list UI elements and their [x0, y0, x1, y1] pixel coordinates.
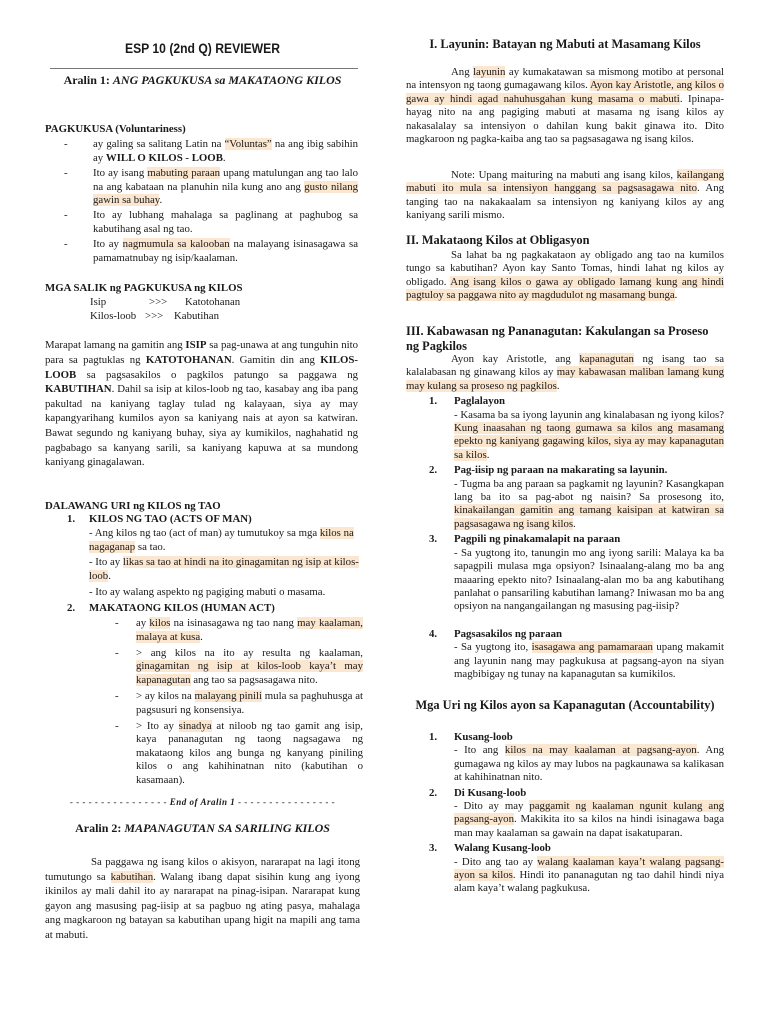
kabawasan-section	[406, 353, 724, 681]
kabawasan-heading: III. Kabawasan ng Pananagutan: Kakulangan sa Proseso ng Pagkilos	[406, 324, 709, 353]
aralin1-title: ANG PAGKUKUSA sa MAKATAONG KILOS	[112, 73, 342, 87]
makataong-kilos-item: - ay kilos na isinasagawa ng tao nang may kaalaman, malaya at kusa.	[115, 617, 364, 643]
pagkukusa-item: - Ito ay isang mabuting paraan upang matulungan ang tao lalo na ang kabataan na planuhin nila kung ano ang gusto nilang gawin sa buhay.	[64, 167, 359, 207]
title-underline	[50, 68, 358, 69]
pagkukusa-item: - ay galing sa salitang Latin na “Voluntas” na ang ibig sabihin ay WILL O KILOS - LOOB.	[64, 138, 358, 164]
layunin-paragraph-1: Ang layunin ay kumakatawan sa mismong motibo at personal na intensyon ng taong gumagawang kilos. Ayon kay Aristotle, ang kilos o gawa ay hindi agad nahuhusgahan kung masama o mabuti. Ipinapa-hayag nito na ang pagiging mabuti at masama ng isang kilos ay nakasalalay sa intensiyon o dahilan kung bakit ginawa ito. Dito magkaroon ng pagka-kaiba ang tao sa pagsasagawa ng isang kilos.	[406, 66, 724, 146]
step-heading: 3. Pagpili ng pinakamalapit na paraan	[429, 533, 621, 546]
end-aralin1-divider: - - - - - - - - - - - - - - - - End of Aralin 1 - - - - - - - - - - - - - - - -	[69, 797, 336, 807]
makataong-kilos-item: - > ay kilos na malayang pinili mula sa paghuhusga at pagsusuri ng konsensiya.	[115, 690, 364, 716]
uri-item-body: - Ito ang kilos na may kaalaman at pagsang-ayon. Ang gumagawa ng kilos ay may lubos na pagkaunawa sa kalikasan at kahihinatnan nito.	[454, 744, 724, 784]
uri-item-body: - Dito ay may paggamit ng kaalaman ngunit kulang ang pagsang-ayon. Makikita ito sa kilos na hindi isinagawa baga man may kaalaman sa gawain na dapat isakatuparan.	[454, 800, 724, 839]
salik-paragraph: Marapat lamang na gamitin ang ISIP sa pag-unawa at ang tunguhin nito para sa pagtuklas ng KATOTOHANAN. Gamitin din ang KILOS-LOOB sa pagsasakilos o pagkilos patungo sa paggawa ng KABUTIHAN. Dahil sa isip at kilos-loob ng tao, kasabay ang iba pang pakultad na kaniyang taglay tulad ng kalayaan, siya ay may kapangyarihang kumilos ayon sa kaniyang nais at ayon sa katwiran. Bawat segundo ng kaniyang buhay, siya ay kumikilos, naghahatid ng pagbabago sa kanyang sarili, sa kaniyang kapuwa at sa mundong kaniyang ginagalawan.	[45, 339, 359, 469]
kilos-ng-tao-body: - Ang kilos ng tao (act of man) ay tumutukoy sa mga kilos na nagaganap sa tao. - Ito ay likas sa tao at hindi na ito ginagamitan ng isip at kilos-loob. - Ito ay walang aspekto ng pagiging mabuti o masama.	[89, 526, 359, 598]
uri-item-body: - Dito ang tao ay walang kaalaman kaya’t walang pagsang-ayon sa kilos. Hindi ito pananagutan ng tao dahil hindi niya alam kaya’t walang pagkukusa.	[454, 855, 724, 895]
salik-row: Isip >>> Katotohanan	[90, 296, 241, 309]
step-body: - Sa yugtong ito, tanungin mo ang iyong sarili: Malaya ka ba sapagpili mulasa mga opsiyon? Isinaalang-alang mo ba ang maaaring epekto nito? Isinaalang-alan mo ba ang kabutihang panlahat o pansariling kabutihan lamang? Iniwasan mo ba ang opsiyon na nangangailangan ng masusing pag-iisip?	[454, 546, 724, 613]
layunin-note: Note: Upang maituring na mabuti ang isang kilos, kailangang mabuti ito mula sa intensiyon hanggang sa pagsasagawa nito. Ang tanging tao na nakakaalam sa intensiyon ng kaniyang kilos ay ang kaniyang sarili mismo.	[406, 169, 724, 222]
step-body: - Sa yugtong ito, isasagawa ang pamamaraan upang makamit ang layunin nang may pagkukusa at pagsang-ayon na siyan magbibigay ng tunay na kapanagutan sa kumikilos.	[454, 641, 724, 680]
makataong-kilos-heading: 2. MAKATAONG KILOS (HUMAN ACT)	[67, 601, 275, 614]
aralin2-paragraph: Sa paggawa ng isang kilos o akisyon, nararapat na lagi itong tumutungo sa kabutihan. Walang ibang dapat sisihin kung ang iyong ikinilos ay mali dahil ito ay nararapat na pinag-isipan. Nararapat kung gayon ang masusing pag-iisip at sa pagbuo ng ating pasya, mahalaga ang magkaroon ng batayan sa kabutihan upang higit na mapili ang tama at mabuti.	[45, 856, 360, 941]
pagkukusa-section	[45, 123, 358, 265]
obligasyon-paragraph: Sa lahat ba ng pagkakataon ay obligado ang tao na kumilos tungo sa kabutihan? Ayon kay Santo Tomas, hindi lahat ng kilos ay obligado. Ang isang kilos o gawa ay obligado lamang kung ang hindi pagtuloy sa paggawa nito ay magdudulot ng masamang bunga.	[406, 249, 724, 302]
step-body: - Kasama ba sa iyong layunin ang kinalabasan ng iyong kilos? Kung inaasahan ng taong gumawa sa kilos ang masamang epekto ng kaniyang gagawing kilos, siya ay may kapanagutan sa kilos.	[454, 408, 724, 461]
salik-row: Kilos-loob >>> Kabutihan	[90, 310, 219, 323]
uri-item-heading: 3. Walang Kusang-loob	[429, 842, 551, 855]
aralin1-heading	[45, 72, 360, 88]
step-body: - Tugma ba ang paraan sa pagkamit ng layunin? Kasangkapan lang ba ito sa pag-abot ng naisin? Sa prosesong ito, kinakailangan gamitin ang tamang kaisipan at katwiran sa pagsasagawa ng isang kilos.	[454, 477, 724, 530]
pagkukusa-item: - Ito ay lubhang mahalaga sa paglinang at paghubog sa kabutihang asal ng tao.	[64, 209, 358, 235]
pagkukusa-item: - Ito ay nagmumula sa kalooban na malayang isinasagawa sa pamamatnubay ng isip/kaalaman.	[64, 238, 358, 264]
step-heading: 2. Pag-iisip ng paraan na makarating sa layunin.	[429, 464, 668, 477]
dalawang-uri-section	[45, 500, 363, 787]
layunin-heading: I. Layunin: Batayan ng Mabuti at Masamang Kilos	[429, 37, 701, 51]
aralin1-prefix: Aralin 1:	[63, 73, 113, 87]
step-heading: 4. Pagsasakilos ng paraan	[429, 627, 562, 640]
uri-item-heading: 1. Kusang-loob	[429, 731, 513, 743]
uri-section	[406, 731, 724, 896]
step-heading: 1. Paglalayon	[429, 395, 505, 408]
makataong-kilos-item: - > ang kilos na ito ay resulta ng kaalaman, ginagamitan ng isip at kilos-loob kaya’t may kapanagutan ang tao sa pagsasagawa nito.	[115, 647, 363, 686]
salik-section	[45, 282, 358, 470]
document-title: ESP 10 (2nd Q) REVIEWER	[124, 41, 281, 56]
dalawang-uri-heading: DALAWANG URI ng KILOS ng TAO	[45, 500, 221, 512]
pagkukusa-heading: PAGKUKUSA (Voluntariness)	[45, 123, 186, 135]
kilos-ng-tao-heading: 1. KILOS NG TAO (ACTS OF MAN)	[67, 513, 252, 526]
uri-item-heading: 2. Di Kusang-loob	[429, 786, 527, 799]
aralin2-heading: Aralin 2: MAPANAGUTAN SA SARILING KILOS	[75, 821, 330, 835]
kabawasan-paragraph: Ayon kay Aristotle, ang kapanagutan ng isang tao sa kalalabasan ng ginawang kilos ay may kabawasan maliban lamang kung may kulang sa proseso ng pagkilos.	[406, 353, 724, 392]
uri-heading: Mga Uri ng Kilos ayon sa Kapanagutan (Accountability)	[415, 698, 715, 712]
obligasyon-heading: II. Makataong Kilos at Obligasyon	[406, 233, 590, 247]
makataong-kilos-item: - > Ito ay sinadya at niloob ng tao gamit ang isip, kaya pananagutan ng taong nagsagawa ng makataong kilos ang bunga ng kanyang piniling kilos o ang kahihinatnan nito (kabutihan o kasamaan).	[115, 720, 363, 786]
salik-heading: MGA SALIK ng PAGKUKUSA ng KILOS	[45, 282, 243, 294]
